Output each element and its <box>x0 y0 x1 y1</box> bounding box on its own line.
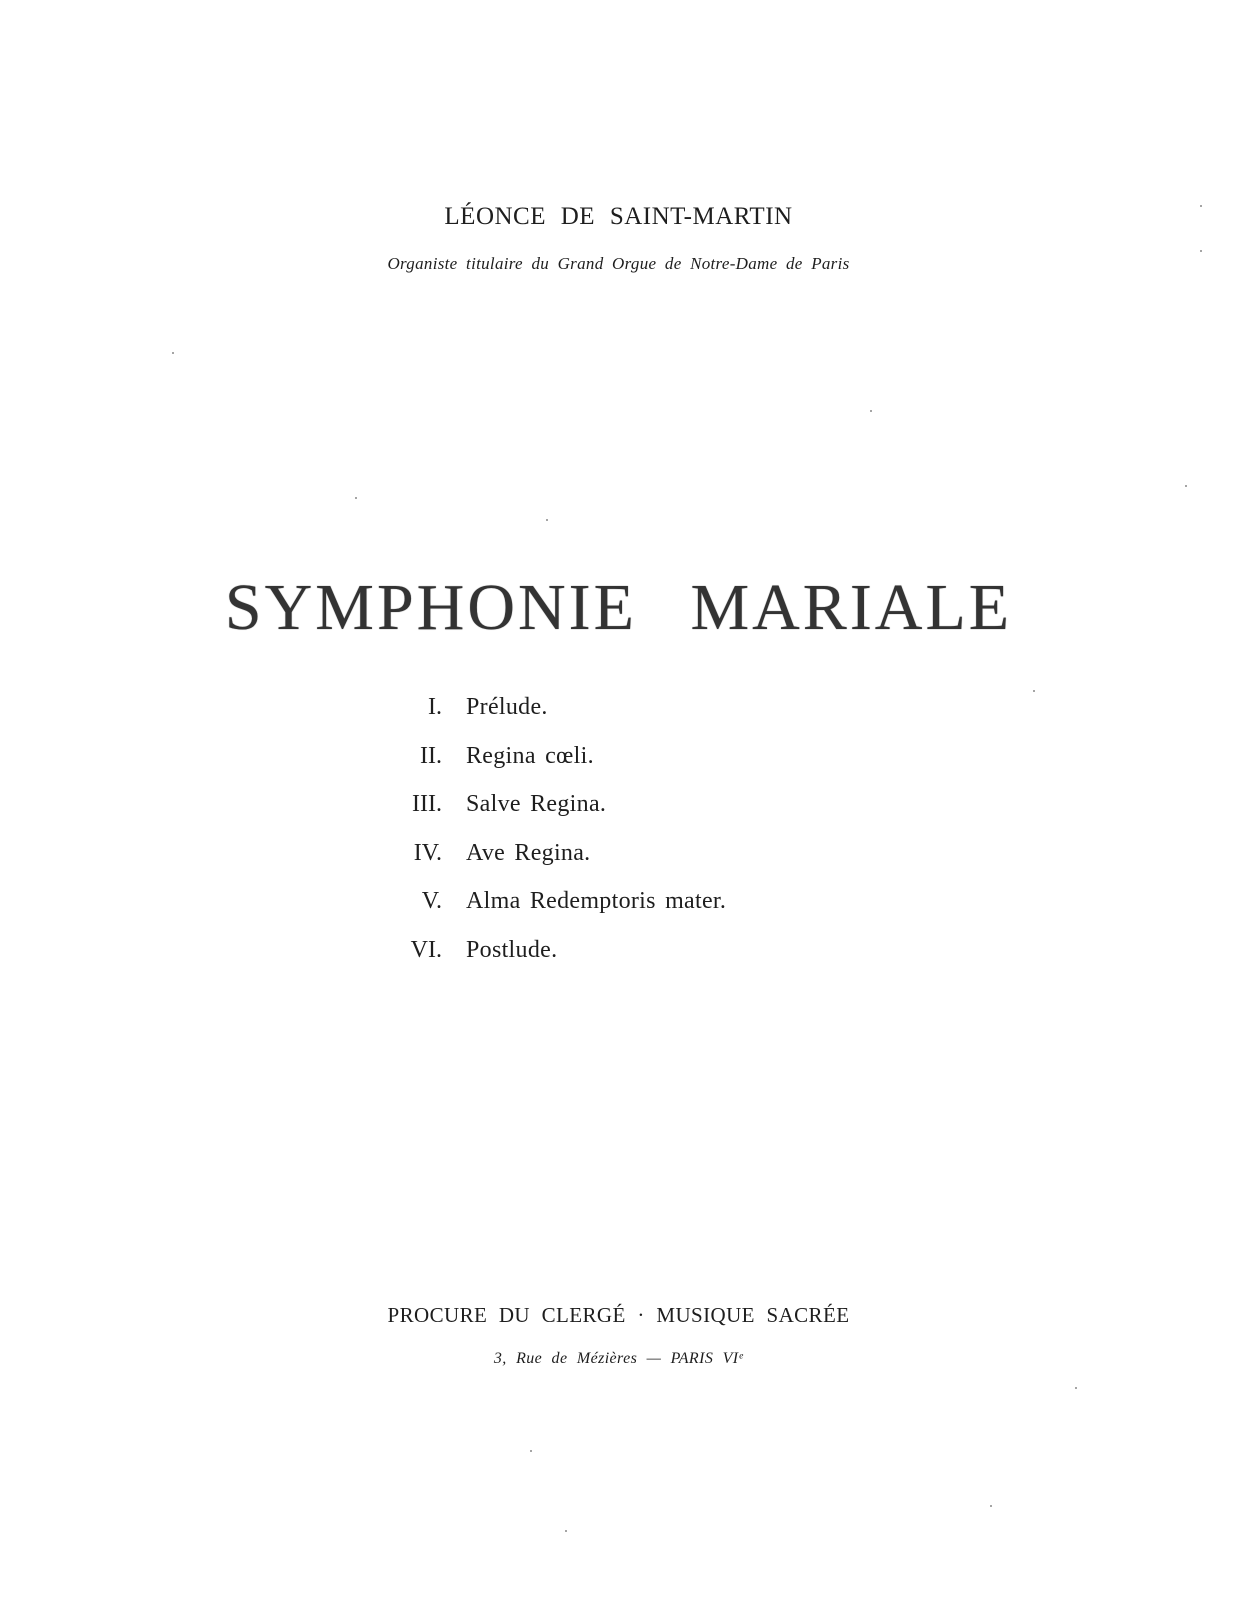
scan-speck <box>870 410 872 412</box>
movement-item <box>380 791 840 840</box>
movement-number: V. <box>421 888 442 914</box>
movement-title: Ave Regina. <box>466 839 591 866</box>
author-subtitle: Organiste titulaire du Grand Orgue de Notre-Dame de Paris <box>387 254 850 273</box>
movement-number: II. <box>420 742 442 769</box>
movement-item <box>380 694 840 743</box>
scan-speck <box>1200 250 1202 252</box>
scan-speck <box>1185 485 1187 487</box>
publisher-address: 3, Rue de Mézières — PARIS VIᵉ <box>493 1350 744 1367</box>
movement-item <box>380 937 840 986</box>
movement-item <box>380 888 840 937</box>
movement-title: Alma Redemptoris mater. <box>466 888 727 914</box>
movement-title: Salve Regina. <box>466 791 607 817</box>
scan-speck <box>565 1530 567 1532</box>
movement-list <box>380 694 840 985</box>
movement-number: I. <box>428 694 442 720</box>
scan-speck <box>530 1450 532 1452</box>
movement-number: IV. <box>413 839 442 866</box>
page-title: SYMPHONIE MARIALE <box>224 571 1013 644</box>
movement-number: III. <box>412 791 442 817</box>
movement-item <box>380 743 840 792</box>
movement-item <box>380 840 840 889</box>
scan-speck <box>355 497 357 499</box>
movement-title: Postlude. <box>466 936 558 963</box>
movement-title: Prélude. <box>466 694 548 720</box>
scan-speck <box>546 519 548 521</box>
movement-title: Regina cœli. <box>466 742 594 769</box>
movement-number: VI. <box>410 936 442 963</box>
publisher-name: PROCURE DU CLERGÉ · MUSIQUE SACRÉE <box>387 1303 850 1327</box>
scan-speck <box>172 352 174 354</box>
scan-speck <box>1075 1387 1077 1389</box>
author-name: LÉONCE DE SAINT-MARTIN <box>444 203 793 230</box>
scan-speck <box>990 1505 992 1507</box>
scan-speck <box>1033 690 1035 692</box>
scan-speck <box>1200 205 1202 207</box>
